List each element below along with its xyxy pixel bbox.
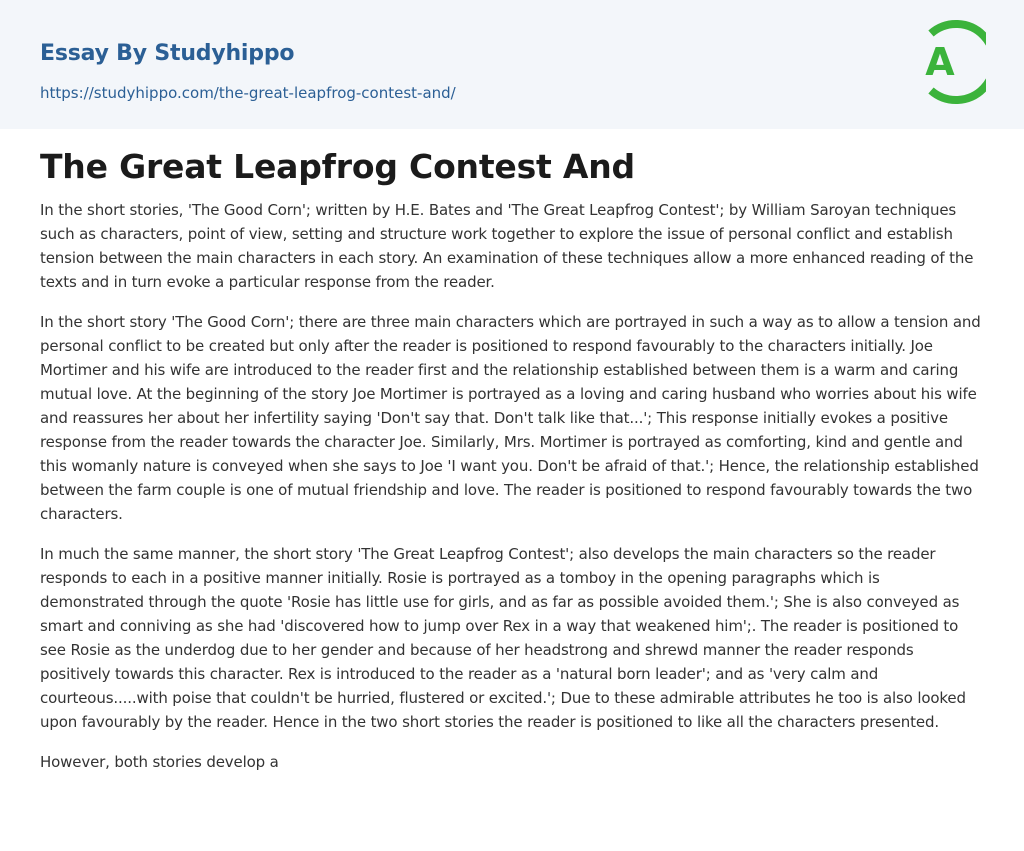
essay-content <box>40 144 985 790</box>
essay-paragraph-4: However, both stories develop a <box>40 753 279 771</box>
page-url-link[interactable]: https://studyhippo.com/the-great-leapfrog-contest-and/ <box>40 84 456 102</box>
essay-paragraph-1: In the short stories, 'The Good Corn'; written by H.E. Bates and 'The Great Leapfrog Contest'; by William Saroyan techniques such as characters, point of view, setting and structure work together to explore the issue of personal conflict and establish tension between the main characters in each story. An examination of these techniques allow a more enhanced reading of the texts and in turn evoke a particular response from the reader. <box>40 201 974 291</box>
circle-a-logo-icon[interactable] <box>914 19 986 105</box>
essay-paragraph-3: In much the same manner, the short story 'The Great Leapfrog Contest'; also develops the main characters so the reader responds to each in a positive manner initially. Rosie is portrayed as a tomboy in the opening paragraphs which is demonstrated through the quote 'Rosie has little use for girls, and as far as possible avoided them.'; She is also conveyed as smart and conniving as she had 'discovered how to jump over Rex in a way that weakened him';. The reader is positioned to see Rosie as the underdog due to her gender and because of her headstrong and shrewd manner the reader responds positively towards this character. Rex is introduced to the reader as a 'natural born leader'; and as 'very calm and courteous.....with poise that couldn't be hurried, flustered or excited.'; Due to these admirable attributes he too is also looked upon favourably by the reader. Hence in the two short stories the reader is positioned to like all the characters presented. <box>40 545 966 731</box>
essay-paragraph-2: In the short story 'The Good Corn'; there are three main characters which are portrayed in such a way as to allow a tension and personal conflict to be created but only after the reader is positioned to respond favourably to the characters initially. Joe Mortimer and his wife are introduced to the reader first and the relationship established between them is a warm and caring mutual love. At the beginning of the story Joe Mortimer is portrayed as a loving and caring husband who worries about his wife and reassures her about her infertility saying 'Don't say that. Don't talk like that...'; This response initially evokes a positive response from the reader towards the character Joe. Similarly, Mrs. Mortimer is portrayed as comforting, kind and gentle and this womanly nature is conveyed when she says to Joe 'I want you. Don't be afraid of that.'; Hence, the relationship established between the farm couple is one of mutual friendship and love. The reader is positioned to respond favourably towards the two characters. <box>40 313 981 523</box>
essay-title: The Great Leapfrog Contest And <box>40 147 635 186</box>
site-header <box>0 0 1024 129</box>
site-brand[interactable]: Essay By Studyhippo <box>40 41 295 66</box>
logo-letter: A <box>925 40 955 84</box>
